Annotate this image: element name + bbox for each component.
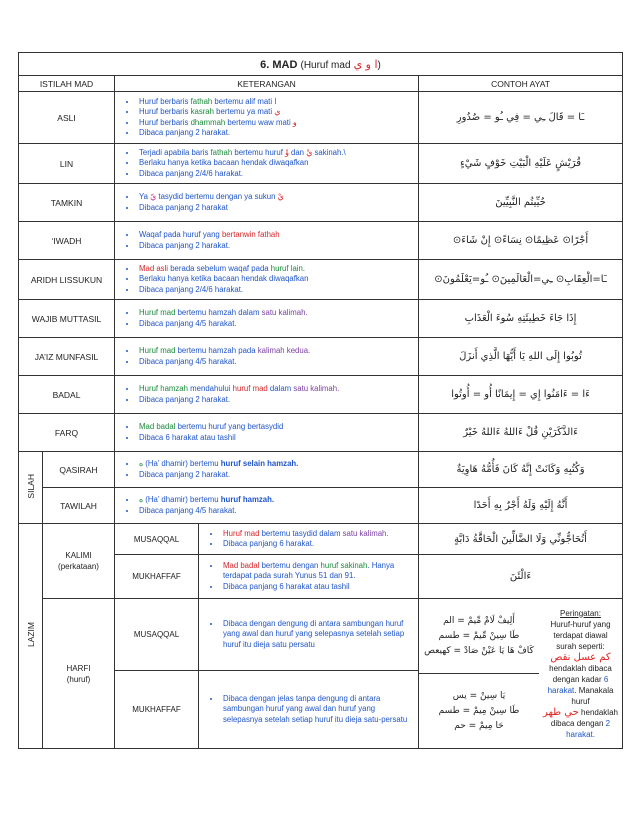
row-jaiz [19,338,623,376]
list-item: • Dibaca panjang 4/5 harakat. [137,357,415,368]
header-desc: KETERANGAN [115,76,419,92]
term-kalimi-mukhaffaf: MUKHAFFAF [115,555,199,599]
list-item: • Huruf berbaris kasrah bertemu ya mati ي [137,107,415,118]
list-item: • Terjadi apabila baris fathah bertemu huruf وْ dan يْ sakinah.\ [137,148,415,159]
desc-aridh [115,260,419,300]
term-badal: BADAL [19,376,115,414]
list-item: • Huruf mad bertemu hamzah dalam satu kalimah. [137,308,415,319]
term-farq: FARQ [19,414,115,452]
list-item: • Huruf hamzah mendahului huruf mad dalam satu kalimah. [137,384,415,395]
example-farq: ءَالذَّكَرَيْنِ قُلْ ءَاللهُ ءَاللهُ خَيْرٌ [419,414,623,452]
mad-table [18,52,623,749]
row-kalimi-musaqqal [19,524,623,555]
list-item: • Dibaca panjang 4/5 harakat. [137,319,415,330]
example-harfi-musaqqal: أَلِيفْ لَامْ مِّيمْ = الم طَا سِينْ مِّيمْ = طسم كَافْ هَا يَا عَيْنْ صَادْ = كهيعص [419,599,539,674]
term-tamkin: TAMKIN [19,184,115,222]
term-wajib: WAJIB MUTTASIL [19,300,115,338]
example-iwadh: أَجْرًا⊙ عَظِيمًا⊙ نِسَاءً⊙ إِنْ شَاءَ⊙ [419,222,623,260]
term-asli: ASLI [19,92,115,144]
list-item: • Dibaca panjang 2 harakat. [137,395,415,406]
row-aridh [19,260,623,300]
desc-jaiz [115,338,419,376]
group-silah: SILAH [19,452,43,524]
row-tawilah [19,488,623,524]
list-item: • ه (Ha’ dhamir) bertemu huruf hamzah. [137,495,415,506]
example-tawilah: أَنَّهُ إِلَيْهِ وَلَهُ أَجْرٌ بِهِ أَحَدًا [419,488,623,524]
list-item: • Dibaca 6 harakat atau tashil [137,433,415,444]
list-item: • Huruf mad bertemu tasydid dalam satu kalimah. [221,529,415,540]
row-farq [19,414,623,452]
list-item: • Dibaca dengan jelas tanpa dengung di antara sambungan huruf yang awal dan huruf yang selepasnya setelah setiap huruf itu dieja satu-persatu [221,694,415,726]
term-harfi-mukhaffaf: MUKHAFFAF [115,671,199,749]
example-badal: ءَا = ءَامَنُوا إِي = إِيمَانًا أُو = أُوتُوا [419,376,623,414]
example-asli: ـَا = قَالَ ـِي = فِي ـُو = صُدُورِ [419,92,623,144]
example-tamkin: حُيِّيتُم النَّبِيِّينَ [419,184,623,222]
group-lazim: LAZIM [19,524,43,749]
header-term: ISTILAH MAD [19,76,115,92]
list-item: • Dibaca panjang 2/4/6 harakat. [137,169,415,180]
desc-harfi-musaqqal [199,599,419,671]
table-title: 6. MAD (Huruf mad ا و ي) [19,53,623,76]
desc-kalimi-musaqqal [199,524,419,555]
term-qasirah: QASIRAH [43,452,115,488]
list-item: • Dibaca panjang 2/4/6 harakat. [137,285,415,296]
list-item: • Berlaku hanya ketika bacaan hendak diwaqafkan [137,158,415,169]
title-row [19,53,623,76]
desc-asli [115,92,419,144]
list-item: • Dibaca panjang 6 harakat atau tashil [221,582,415,593]
example-kalimi-musaqqal: أَتُحَاجُّونِّي وَلَا الضَّالِّينَ الْحَاقَّةُ دَابَّةٍ [419,524,623,555]
example-lin: قُرَيْشٍ عَلَيْهِ الْبَيْتِ خَوْفٍ شَيْءٍ [419,144,623,184]
row-qasirah [19,452,623,488]
term-aridh: ARIDH LISSUKUN [19,260,115,300]
desc-kalimi-mukhaffaf [199,555,419,599]
row-badal [19,376,623,414]
list-item: • Dibaca panjang 2 harakat. [137,241,415,252]
header-row [19,76,623,92]
example-harfi-mukhaffaf: يَا سِينْ = يس طَا سِينْ مِيمْ = طسم حَا مِيمْ = حم [438,690,520,731]
list-item: • Huruf mad bertemu hamzah pada kalimah kedua. [137,346,415,357]
example-jaiz: تُوبُوا إِلَى اللهِ يَا أَيُّهَا الَّذِي أَنزَلَ [419,338,623,376]
row-wajib [19,300,623,338]
list-item: • Ya يّ tasydid bertemu dengan ya sukun يْ [137,192,415,203]
desc-harfi-mukhaffaf [199,671,419,749]
list-item: • Mad badal bertemu huruf yang bertasydid [137,422,415,433]
term-jaiz: JA’IZ MUNFASIL [19,338,115,376]
row-harfi-musaqqal [19,599,623,671]
list-item: • Dibaca panjang 4/5 harakat. [137,506,415,517]
row-tamkin [19,184,623,222]
example-qasirah: وَكُتُبِهِ وَكَانَتْ إِنَّهُ كَانَ فَأُمُّهُ هَاوِيَةٌ [419,452,623,488]
example-harfi-cell [419,599,623,749]
term-harfi-musaqqal: MUSAQQAL [115,599,199,671]
desc-badal [115,376,419,414]
list-item: • Mad badal bertemu dengan huruf sakinah. Hanya terdapat pada surah Yunus 51 dan 91. [221,561,415,582]
desc-lin [115,144,419,184]
desc-iwadh [115,222,419,260]
term-iwadh: ‘IWADH [19,222,115,260]
list-item: • Huruf berbaris fathah bertemu alif mati ا [137,97,415,108]
list-item: • Dibaca panjang 2 harakat [137,203,415,214]
term-kalimi-musaqqal: MUSAQQAL [115,524,199,555]
list-item: • Dibaca dengan dengung di antara sambungan huruf yang awal dan huruf yang selepasnya setelah setiap huruf itu dieja satu persatu [221,619,415,651]
term-lin: LIN [19,144,115,184]
term-kalimi: KALIMI (perkataan) [43,524,115,599]
desc-farq [115,414,419,452]
list-item: • Dibaca panjang 6 harakat. [221,539,415,550]
desc-tawilah [115,488,419,524]
list-item: • Dibaca panjang 2 harakat. [137,128,415,139]
desc-tamkin [115,184,419,222]
desc-wajib [115,300,419,338]
example-aridh: ـَا=الْعِقَابِ⊙ ـِي=الْعَالَمِينَ⊙ ـُو=يَعْلَمُونَ⊙ [419,260,623,300]
list-item: • Dibaca panjang 2 harakat. [137,470,415,481]
row-asli [19,92,623,144]
list-item: • Huruf berbaris dhammah bertemu waw mati و [137,118,415,129]
list-item: • Mad asli berada sebelum waqaf pada huruf lain. [137,264,415,275]
term-harfi: HARFI (huruf) [43,599,115,749]
example-kalimi-mukhaffaf: ءَالْئَنَ [419,555,623,599]
list-item: • ه (Ha’ dhamir) bertemu huruf selain hamzah. [137,459,415,470]
desc-qasirah [115,452,419,488]
row-lin [19,144,623,184]
list-item: • Berlaku hanya ketika bacaan hendak diwaqafkan [137,274,415,285]
term-tawilah: TAWILAH [43,488,115,524]
header-example: CONTOH AYAT [419,76,623,92]
list-item: • Waqaf pada huruf yang bertanwin fathah [137,230,415,241]
example-wajib: إِذَا جَاءَ خَطِيئَتِهِ سُوءَ الْعَذَابِ [419,300,623,338]
warning-note: Peringatan: Huruf-huruf yang terdapat diawal surah seperti: كم عسل نقص hendaklah dibaca dengan kadar 6 harakat. Manakala huruf حي طهر hendaklah dibaca dengan 2 harakat. [543,608,618,739]
row-iwadh [19,222,623,260]
